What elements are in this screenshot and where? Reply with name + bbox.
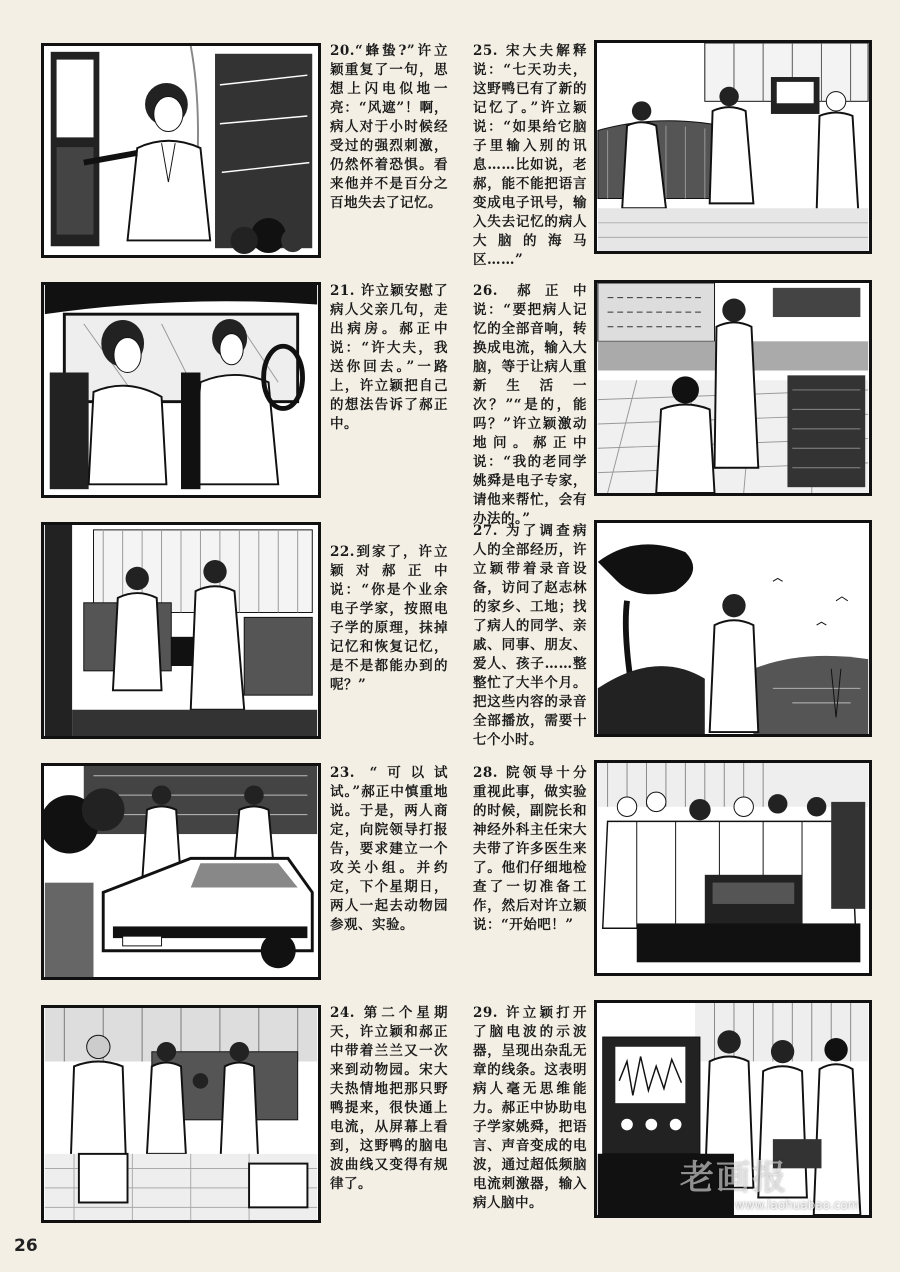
zoo-lab-picture <box>44 1008 318 1220</box>
panel-25-illustration <box>594 40 872 254</box>
car-street-picture <box>44 766 318 977</box>
panel-26-illustration <box>594 280 872 496</box>
car-interior-picture <box>44 285 318 495</box>
office-sofa-picture <box>597 43 869 251</box>
panel-23-illustration <box>41 763 321 980</box>
panel-21-illustration <box>41 282 321 498</box>
caption-28: 28. 院领导十分重视此事，做实验的时候，副院长和神经外科主任宋大夫带了许多医生来了。他们仔细地检查了一切准备工作，然后对许立颖说：“开始吧！” <box>473 765 587 933</box>
caption-26: 26. 郝正中说：“要把病人记忆的全部音响，转换成电流，输入大脑，等于让病人重新生活一次？”“是的，能吗？”许立颖激动地问。郝正中说：“我的老同学姚舜是电子专家，请他来帮忙，会有办法的。” <box>473 283 587 527</box>
page-number: 26 <box>14 1236 38 1256</box>
caption-21: 21. 许立颖安慰了病人父亲几句，走出病房。郝正中说：“许大夫，我送你回去。”一路上，许立颖把自己的想法告诉了郝正中。 <box>330 283 448 432</box>
woman-at-window-picture <box>44 46 318 255</box>
caption-23: 23. “可以试试。”郝正中慎重地说。于是，两人商定，向院领导打报告，要求建立一个攻关小组。并约定，下个星期日，两人一起去动物园参观、实验。 <box>330 765 448 933</box>
caption-20: 20.“蜂蛰?”许立颖重复了一句，思想上闪电似地一亮：“风遮”！啊，病人对于小时候经受过的强烈刺激，仍然怀着恐惧。看来他并不是百分之百地失去了记忆。 <box>330 43 448 211</box>
caption-24: 24. 第二个星期天，许立颖和郝正中带着兰兰又一次来到动物园。宋大夫热情地把那只野鸭提来，很快通上电流，从屏幕上看到，这野鸭的脑电波曲线又变得有规律了。 <box>330 1005 448 1192</box>
caption-25: 25. 宋大夫解释说：“七天功夫，这野鸭已有了新的记忆了。”许立颖说：“如果给它脑子里输入别的讯息……比如说，老郝，能不能把语言变成电子讯号，输入失去记忆的病人大脑的海马区……” <box>473 43 587 268</box>
lab-conversation-picture <box>597 283 869 493</box>
caption-29: 29. 许立颖打开了脑电波的示波器，呈现出杂乱无章的线条。这表明病人毫无思维能力。郝正中协助电子学家姚舜，把语言、声音变成的电波，通过超低频脑电流刺激器，输入病人脑中。 <box>473 1005 587 1211</box>
living-room-picture <box>44 525 318 736</box>
experiment-room-picture <box>597 763 869 973</box>
watermark-logo: 老画报 <box>680 1158 788 1198</box>
caption-22: 22.到家了，许立颖对郝正中说：“你是个业余电子学家，按照电子学的原理，抹掉记忆和恢复记忆，是不是都能办到的呢？” <box>330 544 448 693</box>
outdoor-recording-picture <box>597 523 869 734</box>
panel-27-illustration <box>594 520 872 737</box>
panel-20-illustration <box>41 43 321 258</box>
caption-27: 27. 为了调查病人的全部经历，许立颖带着录音设备，访问了赵志林的家乡、工地；找了病人的同学、亲戚、同事、朋友、爱人、孩子……整整忙了大半个月。把这些内容的录音全部播放，需要十七个小时。 <box>473 523 587 748</box>
panel-24-illustration <box>41 1005 321 1223</box>
panel-28-illustration <box>594 760 872 976</box>
panel-22-illustration <box>41 522 321 739</box>
watermark-url: www.laohuabao.com <box>735 1198 860 1212</box>
